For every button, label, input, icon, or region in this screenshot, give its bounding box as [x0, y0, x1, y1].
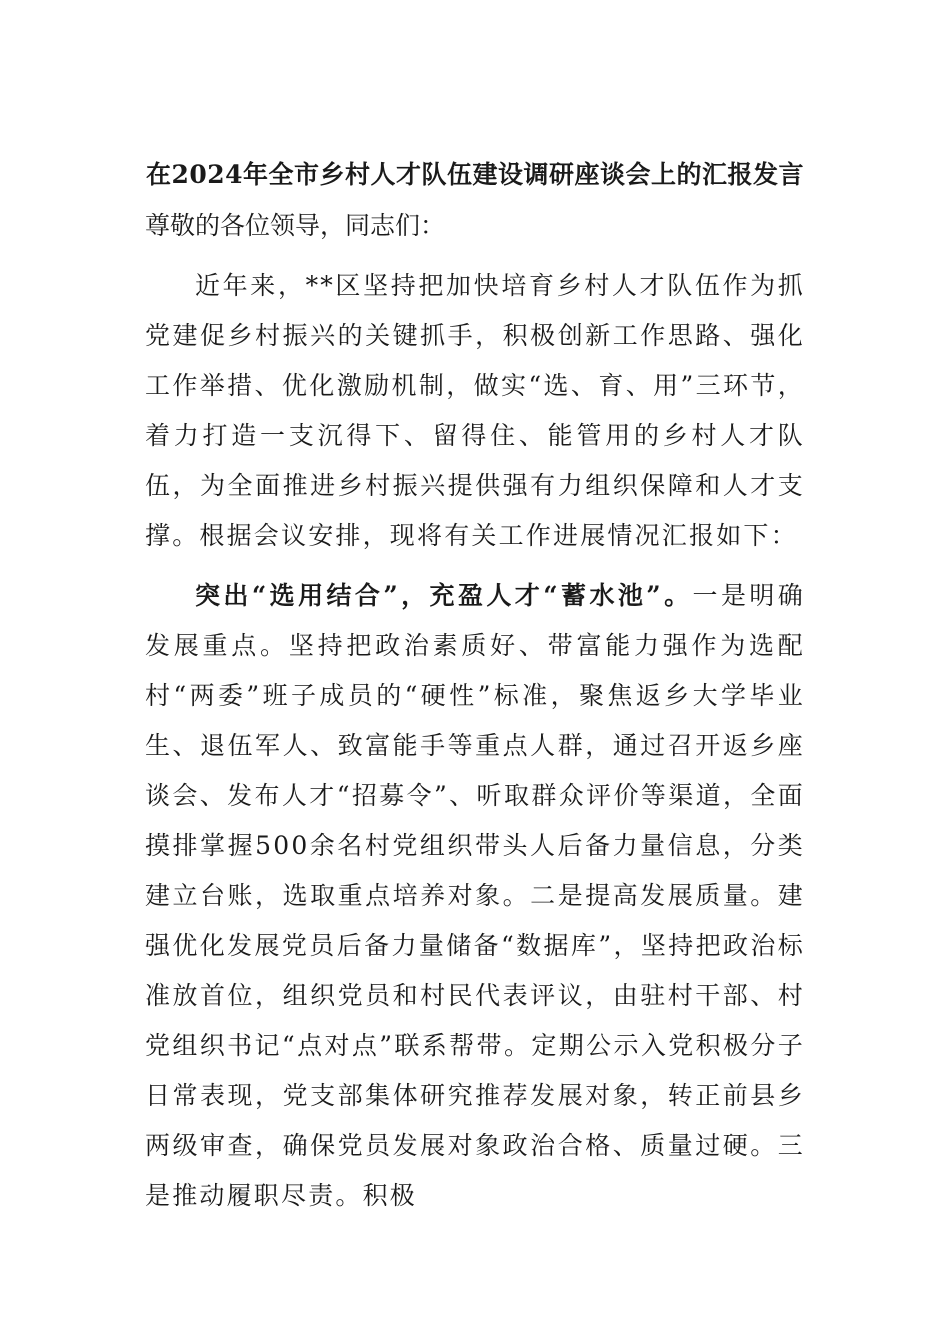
document-page: [145, 152, 805, 1221]
section-heading: 突出“选用结合”，充盈人才“蓄水池”。: [195, 581, 693, 610]
paragraph-intro: [145, 261, 805, 561]
salutation: 尊敬的各位领导，同志们：: [145, 211, 446, 240]
paragraph-intro-text: 近年来，**区坚持把加快培育乡村人才队伍作为抓党建促乡村振兴的关键抓手，积极创新工作思路、强化工作举措、优化激励机制，做实“选、育、用”三环节，着力打造一支沉得下、留得住、能管用的乡村人才队伍，为全面推进乡村振兴提供强有力组织保障和人才支撑。根据会议安排，现将有关工作进展情况汇报如下：: [145, 271, 805, 550]
document-title: 在2024年全市乡村人才队伍建设调研座谈会上的汇报发言: [145, 160, 805, 189]
paragraph-section-one: [145, 571, 805, 1221]
section-body-text: 一是明确发展重点。坚持把政治素质好、带富能力强作为选配村“两委”班子成员的“硬性”标准，聚焦返乡大学毕业生、退伍军人、致富能手等重点人群，通过召开返乡座谈会、发布人才“招募令”、听取群众评价等渠道，全面摸排掌握500余名村党组织带头人后备力量信息，分类建立台账，选取重点培养对象。二是提高发展质量。建强优化发展党员后备力量储备“数据库”，坚持把政治标准放首位，组织党员和村民代表评议，由驻村干部、村党组织书记“点对点”联系帮带。定期公示入党积极分子日常表现，党支部集体研究推荐发展对象，转正前县乡两级审查，确保党员发展对象政治合格、质量过硬。三是推动履职尽责。积极: [145, 581, 805, 1210]
